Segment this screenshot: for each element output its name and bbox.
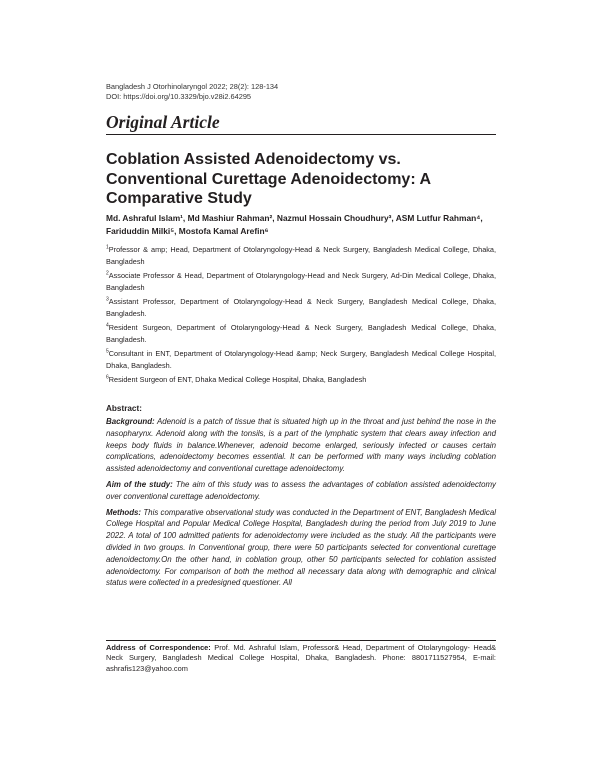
background-label: Background: <box>106 417 155 426</box>
abstract-body <box>106 416 496 593</box>
section-divider <box>106 134 496 135</box>
affiliation-text: Professor & amp; Head, Department of Otolaryngology-Head & Neck Surgery, Bangladesh Medical College, Dhaka, Bangladesh <box>106 245 496 266</box>
affiliation-item <box>106 296 496 319</box>
correspondence-divider <box>106 640 496 641</box>
affiliation-item <box>106 374 496 386</box>
abstract-aim <box>106 479 496 503</box>
methods-label: Methods: <box>106 507 142 517</box>
section-label: Original Article <box>106 112 220 132</box>
correspondence-label: Address of Correspondence: <box>106 643 211 652</box>
correspondence-text: Prof. Md. Ashraful Islam, Professor& Head, Department of Otolaryngology- Head& Neck Surgery, Bangladesh Medical College Hospital, Dhaka, Bangladesh. Phone: 8801711527954, E-mail: ashrafis123@yahoo.com <box>106 643 496 673</box>
author-list: Md. Ashraful Islam¹, Md Mashiur Rahman², Nazmul Hossain Choudhury³, ASM Lutfur Rahman⁴, Fariduddin Milki⁵, Mostofa Kamal Arefin⁶ <box>106 213 483 236</box>
aim-text: The aim of this study was to assess the advantages of coblation assisted adenoidectomy over conventional curettage adenoidectomy. <box>106 479 496 501</box>
affiliation-item <box>106 322 496 345</box>
methods-text: This comparative observational study was conducted in the Department of ENT, Bangladesh Medical College Hospital and Popular Medical College Hospital, Bangladesh during the period from July 2019 to June 2022. A total of 100 admitted patients for adenoidectomy were included as the study. All the participants were divided in two groups. In Conventional group, there were 50 participants selected for conventional curettage adenoidectomy.On the other hand, in coblation group, other 50 participants selected for coblation assisted adenoidectomy. For comparison of both the method all necessary data along with demographic and clinical status were collected in a predesigned questioner. All <box>106 507 496 588</box>
affiliation-number: 1 <box>106 244 109 251</box>
affiliation-number: 3 <box>106 296 109 303</box>
journal-citation: Bangladesh J Otorhinolaryngol 2022; 28(2): 128-134 <box>106 82 279 91</box>
journal-header <box>106 82 278 102</box>
affiliation-text: Associate Professor & Head, Department of Otolaryngology-Head and Neck Surgery, Ad-Din Medical College, Dhaka, Bangladesh <box>106 271 496 292</box>
journal-doi: DOI: https://doi.org/10.3329/bjo.v28i2.64295 <box>106 92 252 101</box>
affiliation-item <box>106 348 496 371</box>
affiliation-number: 2 <box>106 270 109 277</box>
affiliation-text: Resident Surgeon, Department of Otolaryngology-Head & Neck Surgery, Bangladesh Medical College, Dhaka, Bangladesh. <box>106 323 496 344</box>
affiliation-text: Consultant in ENT, Department of Otolaryngology-Head &amp; Neck Surgery, Bangladesh Medical College Hospital, Dhaka, Bangladesh. <box>106 349 496 370</box>
affiliation-number: 4 <box>106 322 109 329</box>
affiliation-text: Assistant Professor, Department of Otolaryngology-Head & Neck Surgery, Bangladesh Medical College, Dhaka, Bangladesh. <box>106 297 496 318</box>
affiliation-list <box>106 244 496 389</box>
abstract-heading: Abstract: <box>106 404 142 413</box>
article-title: Coblation Assisted Adenoidectomy vs. Conventional Curettage Adenoidectomy: A Comparative Study <box>106 151 431 207</box>
abstract-methods <box>106 507 496 590</box>
affiliation-number: 6 <box>106 374 109 381</box>
affiliation-text: Resident Surgeon of ENT, Dhaka Medical College Hospital, Dhaka, Bangladesh <box>108 375 367 384</box>
aim-label: Aim of the study: <box>106 479 173 489</box>
affiliation-number: 5 <box>106 348 109 355</box>
background-text: Adenoid is a patch of tissue that is situated high up in the throat and just behind the nose in the nasopharynx. Adenoid along with the tonsils, is a part of the lymphatic system that clears away infection and keeps body fluids in balance.Whenever, adenoid become enlarged, seriously infected or causes certain complications, adenoidectomy becomes essential. It can be performed with many ways including coblation assisted adenoidectomy and conventional curettage adenoidectomy. <box>106 417 496 474</box>
correspondence-block <box>106 643 496 674</box>
affiliation-item <box>106 270 496 293</box>
abstract-background <box>106 416 496 475</box>
affiliation-item <box>106 244 496 267</box>
